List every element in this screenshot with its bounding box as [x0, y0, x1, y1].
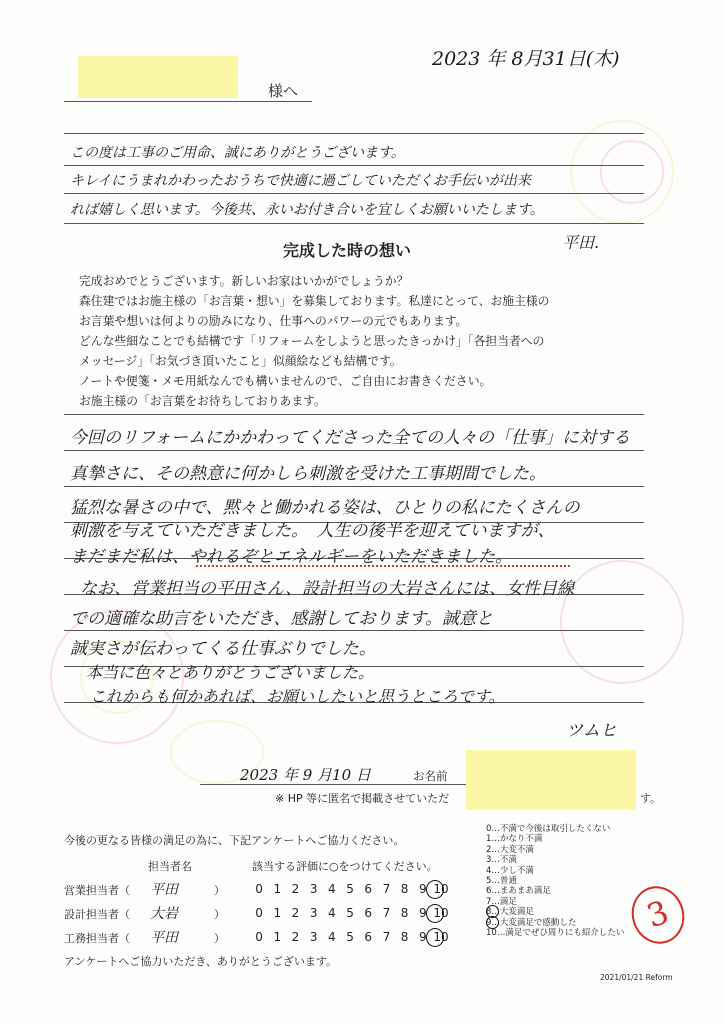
rating-5[interactable]: 5 — [346, 882, 354, 896]
legend-item: 0…不満で今後は取引したくない — [486, 824, 611, 834]
sales-rating-scale — [250, 882, 450, 896]
legend-item: 4…少し不満 — [486, 865, 534, 876]
rating-8[interactable]: 8 — [400, 906, 409, 920]
design-rating-circle — [426, 904, 444, 923]
message-line-2: 真摯さに、その熱意に何かしら刺激を受けた工事期間でした。 — [70, 464, 546, 484]
sales-role-close: ） — [214, 884, 225, 897]
score-stamp-value: 3 — [642, 892, 674, 936]
name-label: お名前 — [413, 769, 448, 783]
design-role-label: 設計担当者（ — [64, 908, 130, 921]
recipient-name-redaction — [78, 56, 238, 98]
rating-10[interactable]: 10 — [433, 906, 449, 920]
rating-1[interactable]: 1 — [273, 882, 282, 896]
form-version: 2021/01/21 Reform — [600, 973, 673, 982]
greeting-signature: 平田. — [562, 233, 600, 252]
legend-item: 6…まあまあ満足 — [486, 886, 551, 897]
legend-item: 3…不満 — [486, 855, 517, 866]
rating-10[interactable]: 10 — [433, 882, 449, 896]
rating-8[interactable]: 8 — [400, 930, 409, 944]
rating-9[interactable]: 9 — [418, 906, 427, 920]
rating-0[interactable]: 0 — [255, 882, 263, 896]
customer-name-redaction — [466, 750, 636, 810]
rating-3[interactable]: 3 — [309, 930, 318, 944]
rating-7[interactable]: 7 — [382, 906, 391, 920]
intro-line: メッセージ」「お気づき頂いたこと」似顔絵なども結構です。 — [79, 354, 402, 368]
rule — [64, 133, 644, 134]
survey-thanks: アンケートへご協力いただき、ありがとうございます。 — [64, 955, 338, 968]
sales-rating-circle — [426, 880, 444, 899]
intro-line: お言葉や想いは何よりの励みになり、仕事へのパワーの元でもあります。 — [79, 314, 468, 328]
legend-item: 7…満足 — [486, 896, 517, 907]
intro-line: どんな些細なことでも結構です「リフォームをしようと思ったきっかけ」「各担当者への — [79, 334, 545, 348]
rule — [64, 486, 644, 487]
rating-9[interactable]: 9 — [418, 930, 427, 944]
section-title: 完成した時の想い — [283, 241, 412, 260]
legend-circle-9 — [486, 916, 499, 929]
rating-3[interactable]: 3 — [309, 882, 318, 896]
construction-role-close: ） — [214, 932, 225, 945]
design-rating-scale — [250, 906, 450, 920]
design-staff-name: 大岩 — [150, 906, 178, 922]
greeting-line-2: キレイにうまれかわったおうちで快適に過ごしていただくお手伝いが出来 — [70, 173, 531, 189]
message-line-6: なお、営業担当の平田さん、設計担当の大岩さんには、女性目線 — [80, 579, 575, 599]
rule — [64, 165, 644, 166]
rating-5[interactable]: 5 — [346, 930, 354, 944]
rating-7[interactable]: 7 — [382, 882, 391, 896]
construction-staff-name: 平田 — [150, 930, 178, 946]
rating-7[interactable]: 7 — [382, 930, 391, 944]
score-stamp — [624, 879, 691, 950]
rating-8[interactable]: 8 — [400, 882, 409, 896]
design-role-close: ） — [214, 908, 225, 921]
recipient-underline — [64, 101, 312, 102]
message-line-4: 刺激を与えていただきました。 人生の後半を迎えていますが、 — [70, 521, 555, 541]
legend-item: 1…かなり不満 — [486, 834, 543, 845]
publication-notice-end: す。 — [640, 792, 662, 805]
intro-line: 完成おめでとうございます。新しいお家はいかがでしょうか？ — [79, 274, 409, 288]
rating-9[interactable]: 9 — [418, 882, 427, 896]
legend-item: 8…大変満足 — [486, 907, 534, 918]
recipient-suffix: 様へ — [268, 82, 299, 100]
rating-legend — [486, 824, 624, 938]
rule — [64, 414, 644, 415]
legend-item: 2…大変不満 — [486, 844, 534, 855]
staff-header: 担当者名 — [148, 860, 192, 873]
rule — [64, 450, 644, 451]
rating-header: 該当する評価に○をつけてください。 — [252, 860, 438, 873]
rule — [64, 630, 644, 631]
message-line-10: これからも何かあれば、お願いしたいと思うところです。 — [90, 687, 505, 706]
intro-line: ノートや便箋・メモ用紙なんでも構いませんので、ご自由にお書きください。 — [79, 374, 492, 388]
rating-0[interactable]: 0 — [255, 906, 263, 920]
rating-2[interactable]: 2 — [291, 930, 300, 944]
rating-3[interactable]: 3 — [309, 906, 318, 920]
reply-date: 2023 年 9 月10 日 — [240, 766, 371, 784]
greeting-line-1: この度は工事のご用命、誠にありがとうございます。 — [70, 145, 405, 161]
greeting-line-3: れば嬉しく思います。今後共、永いお付き合いを宜しくお願いいたします。 — [70, 202, 544, 218]
rating-2[interactable]: 2 — [291, 882, 300, 896]
publication-notice: ※ HP 等に匿名で掲載させていただ — [275, 792, 450, 805]
construction-role-label: 工務担当者（ — [64, 932, 130, 945]
red-underline — [196, 565, 570, 567]
message-line-8: 誠実さが伝わってくる仕事ぶりでした。 — [70, 639, 376, 659]
decor-swirl — [600, 140, 664, 204]
legend-item: 5…普通 — [486, 876, 517, 887]
rating-4[interactable]: 4 — [328, 906, 336, 920]
rating-2[interactable]: 2 — [291, 906, 300, 920]
survey-intro: 今後の更なる皆様の満足の為に、下記アンケートへご協力ください。 — [64, 834, 405, 847]
intro-text — [79, 271, 549, 411]
message-line-9: 本当に色々とありがとうございました。 — [86, 663, 375, 682]
rule — [64, 193, 644, 194]
intro-line: 森住建ではお施主様の「お言葉・想い」を募集しております。私達にとって、お施主様の — [79, 294, 550, 308]
rule — [64, 223, 644, 224]
legend-item: 9…大変満足で感動した — [486, 917, 577, 928]
construction-rating-scale — [250, 930, 450, 944]
rating-6[interactable]: 6 — [364, 882, 373, 896]
message-line-3: 猛烈な暑さの中で、黙々と働かれる姿は、ひとりの私にたくさんの — [70, 498, 580, 518]
intro-line: お施主様の「お言葉をお待ちしておりあます。 — [79, 394, 326, 408]
header-date: 2023 年 8月31日(木) — [432, 48, 620, 70]
rating-4[interactable]: 4 — [328, 882, 336, 896]
construction-rating-circle — [426, 928, 444, 947]
rating-4[interactable]: 4 — [328, 930, 336, 944]
message-line-1: 今回のリフォームにかかわってくださった全ての人々の「仕事」に対する — [70, 428, 630, 448]
rating-6[interactable]: 6 — [364, 906, 373, 920]
sales-role-label: 営業担当者（ — [64, 884, 130, 897]
rating-1[interactable]: 1 — [273, 930, 282, 944]
message-line-5: まだまだ私は、やれるぞとエネルギーをいただきました。 — [70, 547, 512, 567]
rating-5[interactable]: 5 — [346, 906, 354, 920]
rating-0[interactable]: 0 — [255, 930, 263, 944]
sales-staff-name: 平田 — [150, 882, 178, 898]
legend-item: 10…満足でぜひ周りにも紹介したい — [486, 928, 625, 939]
rating-10[interactable]: 10 — [433, 930, 449, 944]
message-signature: ツムヒ — [566, 721, 617, 741]
rating-6[interactable]: 6 — [364, 930, 373, 944]
message-line-7: での適確な助言をいただき、感謝しております。誠意と — [70, 609, 493, 629]
rating-1[interactable]: 1 — [273, 906, 282, 920]
